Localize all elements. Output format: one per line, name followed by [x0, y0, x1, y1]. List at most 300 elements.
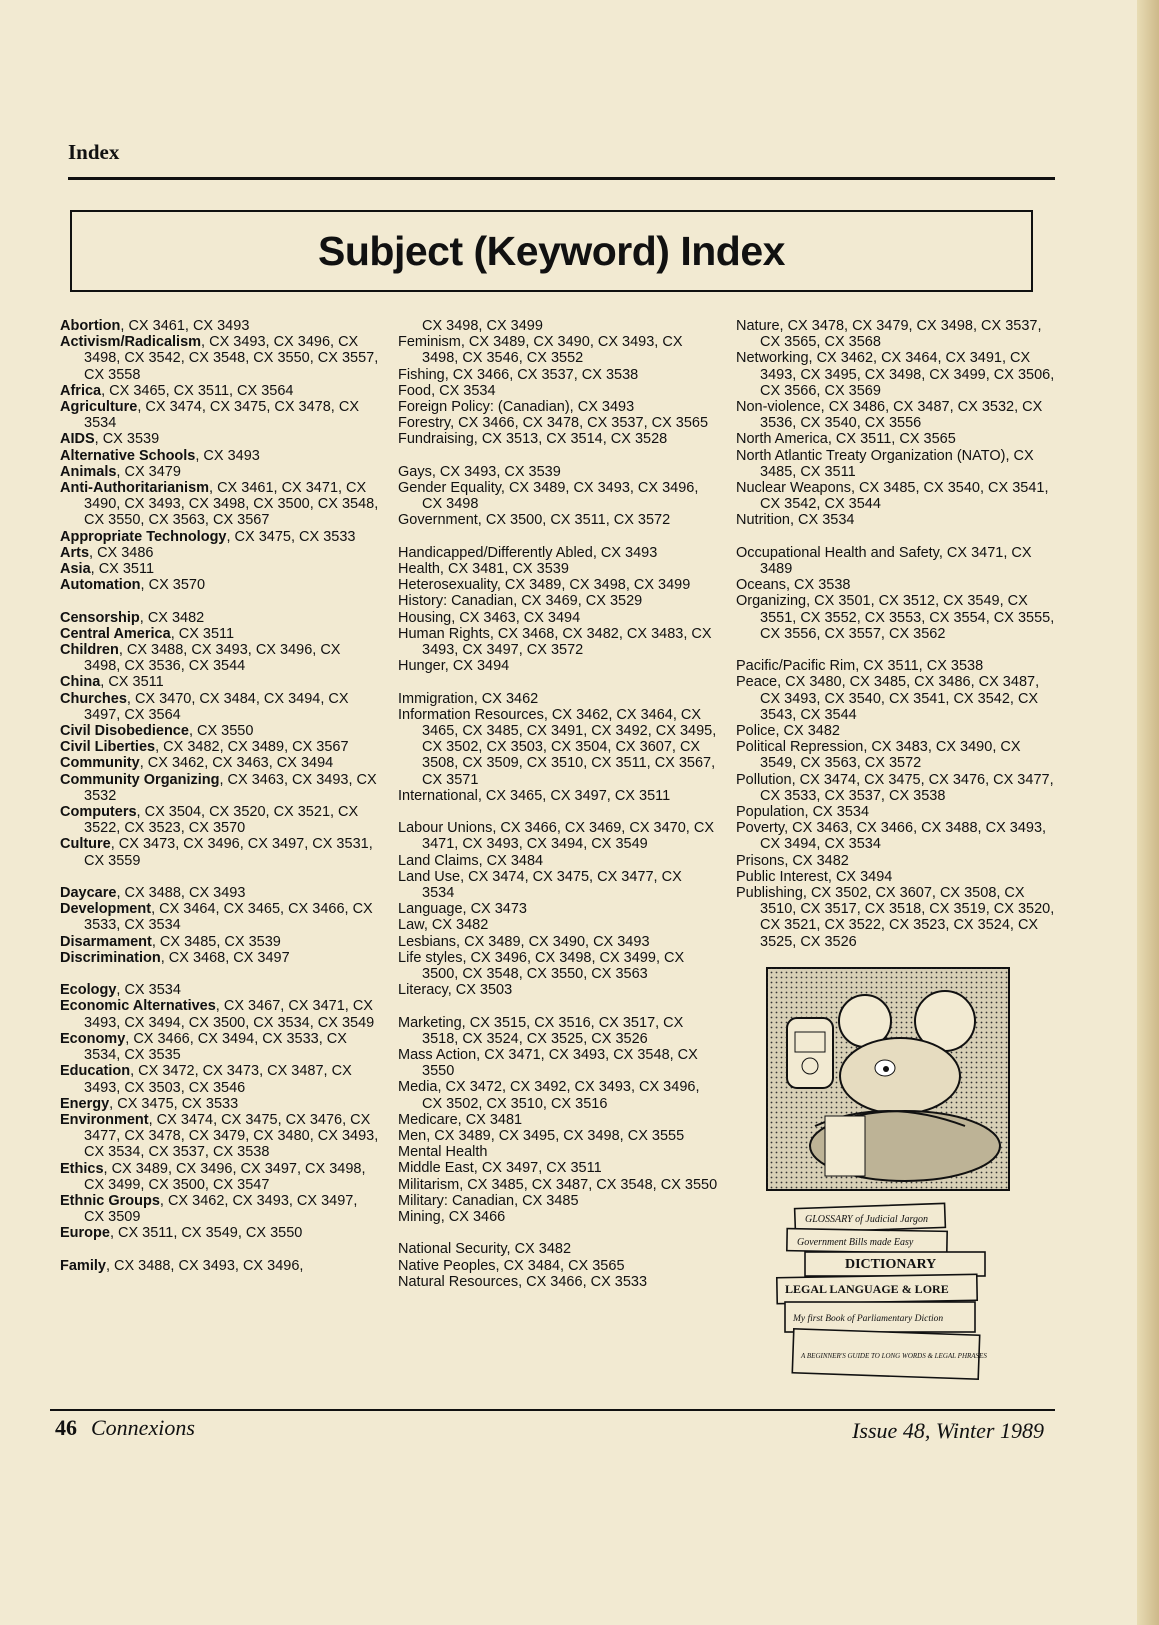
index-entry — [398, 658, 718, 674]
index-entry — [398, 707, 718, 788]
index-entry — [398, 1144, 718, 1160]
index-entry — [736, 350, 1056, 399]
index-refs: , CX 3511 — [100, 674, 164, 691]
index-refs: , CX 3481, CX 3539 — [439, 561, 569, 578]
book-title-3: DICTIONARY — [845, 1257, 937, 1272]
header-rule — [68, 177, 1055, 180]
index-refs: , CX 3466, CX 3494, CX 3533, CX 3534, CX 3535 — [84, 1030, 347, 1064]
index-entry — [60, 318, 380, 334]
index-term: Native Peoples — [398, 1257, 496, 1274]
index-refs: , CX 3493 — [569, 399, 635, 416]
index-entry — [60, 934, 380, 950]
index-refs: , CX 3500, CX 3511, CX 3572 — [477, 512, 671, 529]
index-term: Labour Unions — [398, 820, 493, 837]
index-entry — [60, 1193, 380, 1225]
index-term: Ecology — [60, 982, 117, 999]
index-term: Development — [60, 901, 152, 918]
index-term: Police — [736, 723, 776, 740]
index-entry — [736, 674, 1056, 723]
index-entry — [60, 545, 380, 561]
index-column-2 — [398, 318, 718, 1290]
index-refs: , CX 3489, CX 3495, CX 3498, CX 3555 — [426, 1128, 685, 1145]
index-entry — [398, 593, 718, 609]
index-entry — [398, 934, 718, 950]
index-term: Gays — [398, 463, 432, 480]
index-entry — [60, 1161, 380, 1193]
index-term: North America — [736, 431, 828, 448]
entry-gap — [398, 674, 718, 690]
index-refs: , CX 3539 — [94, 431, 160, 448]
index-refs: , CX 3482 — [775, 723, 840, 740]
index-term: North Atlantic Treaty Organization (NATO) — [736, 447, 1006, 464]
index-term: Community — [60, 755, 140, 772]
page-title: Subject (Keyword) Index — [318, 227, 785, 274]
index-refs: , CX 3485, CX 3487, CX 3548, CX 3550 — [459, 1176, 718, 1193]
index-refs: , CX 3485 — [514, 1192, 579, 1209]
index-entry — [398, 464, 718, 480]
index-refs: , CX 3461, CX 3471, CX 3490, CX 3493, CX 3498, CX 3500, CX 3548, CX 3550, CX 3563, CX 3567 — [84, 480, 379, 529]
title-box — [70, 210, 1033, 292]
index-refs: , CX 3497, CX 3511 — [473, 1160, 602, 1177]
index-entry — [60, 1112, 380, 1161]
entry-gap — [398, 804, 718, 820]
index-term: Alternative Schools — [60, 447, 196, 464]
index-refs: , CX 3462, CX 3493, CX 3497, CX 3509 — [84, 1192, 358, 1226]
index-refs: , CX 3538 — [785, 577, 851, 594]
index-entry — [60, 804, 380, 836]
index-refs: , CX 3488, CX 3493, CX 3496, CX 3498, CX 3536, CX 3544 — [84, 642, 341, 675]
index-entry — [398, 1160, 718, 1176]
index-term: Handicapped/Differently Abled — [398, 544, 593, 561]
index-term: Heterosexuality — [398, 577, 497, 594]
index-refs: , CX 3511, CX 3565 — [827, 431, 956, 448]
index-term: Animals — [60, 463, 117, 480]
entry-gap — [736, 529, 1056, 545]
index-entry — [398, 853, 718, 869]
index-entry — [398, 1258, 718, 1274]
index-refs: , CX 3462 — [473, 690, 539, 707]
index-term: Community Organizing — [60, 771, 220, 788]
index-term: Media — [398, 1079, 438, 1096]
index-entry — [398, 1241, 718, 1257]
index-entry — [60, 1096, 380, 1112]
index-entry — [398, 610, 718, 626]
index-refs: , CX 3466, CX 3537, CX 3538 — [444, 366, 639, 383]
index-refs: , CX 3511 — [90, 561, 155, 578]
index-refs: , CX 3494 — [827, 868, 893, 885]
index-refs: , CX 3493 — [592, 544, 658, 561]
index-term: Poverty — [736, 820, 785, 837]
index-refs: CX 3498, CX 3499 — [422, 318, 543, 334]
index-entry — [60, 334, 380, 383]
index-entry — [60, 529, 380, 545]
index-term: Literacy — [398, 982, 448, 999]
index-refs: , CX 3473, CX 3496, CX 3497, CX 3531, CX 3559 — [84, 836, 373, 869]
index-entry — [736, 772, 1056, 804]
index-term: Food — [398, 382, 432, 399]
index-term: Mining — [398, 1209, 441, 1226]
index-entry — [60, 755, 380, 771]
index-term: Computers — [60, 804, 137, 821]
index-term: Political Repression — [736, 739, 864, 756]
index-entry — [398, 869, 718, 901]
index-term: Publishing — [736, 885, 803, 902]
index-term: Natural Resources — [398, 1273, 519, 1290]
index-refs: , CX 3468, CX 3497 — [160, 949, 290, 966]
index-entry — [398, 545, 718, 561]
issue-info: Issue 48, Winter 1989 — [852, 1418, 1044, 1443]
entry-gap — [60, 869, 380, 885]
index-refs: , CX 3486, CX 3487, CX 3532, CX 3536, CX 3540, CX 3556 — [760, 399, 1043, 432]
index-term: Discrimination — [60, 949, 161, 966]
index-term: Middle East — [398, 1160, 474, 1177]
index-entry — [736, 804, 1056, 820]
index-refs: , CX 3485, CX 3540, CX 3541, CX 3542, CX 3544 — [760, 480, 1049, 513]
index-entry — [60, 674, 380, 690]
index-entry — [60, 739, 380, 755]
index-refs: , CX 3485, CX 3511 — [760, 447, 1034, 480]
index-entry — [60, 642, 380, 674]
index-term: Gender Equality — [398, 480, 501, 497]
index-refs: , CX 3461, CX 3493 — [120, 318, 250, 334]
index-term: China — [60, 674, 101, 691]
index-term: Europe — [60, 1225, 110, 1242]
index-term: Men — [398, 1128, 427, 1145]
index-term: Immigration — [398, 690, 474, 707]
index-refs: , CX 3462, CX 3464, CX 3491, CX 3493, CX 3495, CX 3498, CX 3499, CX 3506, CX 3566, CX 3569 — [760, 350, 1055, 399]
index-entry — [736, 512, 1056, 528]
index-entry — [60, 998, 380, 1030]
index-refs: , CX 3486 — [89, 544, 154, 561]
index-entry — [60, 480, 380, 529]
index-refs: , CX 3534 — [116, 982, 181, 999]
index-refs: , CX 3465, CX 3511, CX 3564 — [101, 382, 294, 399]
index-term: Militarism — [398, 1176, 460, 1193]
entry-gap — [398, 529, 718, 545]
index-entry — [60, 561, 380, 577]
index-entry — [398, 431, 718, 447]
index-refs: , CX 3496, CX 3498, CX 3499, CX 3500, CX 3548, CX 3550, CX 3563 — [422, 949, 685, 983]
index-entry — [398, 1112, 718, 1128]
index-entry — [60, 1225, 380, 1241]
index-column-1 — [60, 318, 380, 1274]
index-refs: , CX 3493 — [195, 447, 260, 464]
index-term: Churches — [60, 690, 127, 707]
index-entry — [60, 448, 380, 464]
index-term: Civil Liberties — [60, 739, 156, 756]
index-entry — [398, 982, 718, 998]
index-term: Occupational Health and Safety — [736, 544, 939, 561]
index-term: Non-violence — [736, 399, 821, 416]
index-term: Housing — [398, 609, 452, 626]
index-term: AIDS — [60, 431, 95, 448]
index-entry — [398, 415, 718, 431]
index-term: Activism/Radicalism — [60, 334, 202, 351]
index-term: Networking — [736, 350, 809, 367]
entry-gap — [736, 642, 1056, 658]
index-refs: , CX 3471, CX 3493, CX 3548, CX 3550 — [422, 1047, 698, 1080]
index-refs: , CX 3473 — [462, 901, 528, 918]
index-entry — [736, 723, 1056, 739]
entry-gap — [398, 1225, 718, 1241]
index-term: Nature — [736, 318, 780, 334]
index-term: Disarmament — [60, 933, 152, 950]
index-refs: , CX 3489, CX 3493, CX 3496, CX 3498 — [422, 480, 699, 513]
index-term: Population — [736, 804, 805, 821]
index-term: Daycare — [60, 885, 117, 902]
index-entry — [398, 1079, 718, 1111]
index-entry — [60, 836, 380, 868]
index-refs: , CX 3550 — [188, 723, 254, 740]
index-entry — [736, 658, 1056, 674]
index-term: Mental Health — [398, 1144, 488, 1161]
book-title-2: Government Bills made Easy — [797, 1237, 914, 1248]
index-term: Forestry — [398, 415, 451, 432]
index-term: Foreign Policy: (Canadian) — [398, 399, 570, 416]
index-term: Government — [398, 512, 478, 529]
index-entry — [398, 1193, 718, 1209]
index-refs: , CX 3466 — [440, 1209, 506, 1226]
index-entry — [60, 1258, 380, 1274]
index-refs: , CX 3483, CX 3490, CX 3549, CX 3563, CX 3572 — [760, 739, 1021, 772]
index-refs: , CX 3488, CX 3493, CX 3496, — [105, 1257, 304, 1274]
index-refs: , CX 3489, CX 3490, CX 3493, CX 3498, CX 3546, CX 3552 — [422, 334, 683, 367]
index-term: Children — [60, 642, 119, 659]
index-entry — [398, 901, 718, 917]
index-term: Organizing — [736, 593, 807, 610]
index-entry — [398, 399, 718, 415]
index-refs: , CX 3481 — [457, 1111, 523, 1128]
index-refs: , CX 3474, CX 3475, CX 3476, CX 3477, CX 3533, CX 3537, CX 3538 — [760, 771, 1054, 804]
index-refs: , CX 3489, CX 3496, CX 3497, CX 3498, CX 3499, CX 3500, CX 3547 — [84, 1160, 366, 1193]
index-term: Oceans — [736, 577, 786, 594]
index-entry — [60, 431, 380, 447]
index-term: Appropriate Technology — [60, 528, 227, 545]
index-term: Civil Disobedience — [60, 723, 189, 740]
index-entry — [736, 480, 1056, 512]
index-refs: , CX 3493, CX 3496, CX 3498, CX 3542, CX 3548, CX 3550, CX 3557, CX 3558 — [84, 334, 379, 383]
index-refs: , CX 3463, CX 3466, CX 3488, CX 3493, CX 3494, CX 3534 — [760, 820, 1047, 853]
index-refs: , CX 3494 — [444, 658, 510, 675]
index-refs: , CX 3570 — [140, 577, 206, 594]
index-term: Abortion — [60, 318, 121, 334]
index-term: Automation — [60, 577, 141, 594]
index-refs: , CX 3464, CX 3465, CX 3466, CX 3533, CX 3534 — [84, 901, 373, 934]
index-refs: , CX 3480, CX 3485, CX 3486, CX 3487, CX 3493, CX 3540, CX 3541, CX 3542, CX 3543, CX 3544 — [760, 674, 1040, 723]
index-term: History: Canadian — [398, 593, 514, 610]
index-refs: , CX 3471, CX 3489 — [760, 544, 1032, 578]
section-label: Index — [68, 140, 120, 164]
index-entry — [60, 691, 380, 723]
index-entry — [60, 950, 380, 966]
cartoon-drawing — [765, 966, 1011, 1384]
index-entry — [398, 820, 718, 852]
index-refs: , CX 3472, CX 3492, CX 3493, CX 3496, CX 3502, CX 3510, CX 3516 — [422, 1079, 700, 1112]
index-term: Feminism — [398, 334, 461, 351]
index-term: Land Use — [398, 868, 461, 885]
index-term: Public Interest — [736, 868, 828, 885]
index-refs: , CX 3474, CX 3475, CX 3477, CX 3534 — [422, 868, 682, 902]
index-entry — [398, 480, 718, 512]
index-term: Prisons — [736, 852, 785, 869]
index-term: Education — [60, 1063, 131, 1080]
index-refs: , CX 3534 — [804, 804, 870, 821]
index-entry — [60, 885, 380, 901]
index-term: Economic Alternatives — [60, 998, 216, 1015]
index-entry — [398, 367, 718, 383]
index-entry — [398, 950, 718, 982]
index-entry — [398, 626, 718, 658]
index-entry — [736, 399, 1056, 431]
entry-gap — [398, 998, 718, 1014]
index-entry — [398, 1015, 718, 1047]
index-term: Human Rights — [398, 625, 490, 642]
index-column-3 — [736, 318, 1056, 950]
cartoon-illustration — [765, 966, 1011, 1384]
index-refs: , CX 3502, CX 3607, CX 3508, CX 3510, CX 3517, CX 3518, CX 3519, CX 3520, CX 3521, CX 3522, CX 3523, CX 3524, CX 3525, CX 3526 — [760, 885, 1055, 950]
index-term: Africa — [60, 382, 102, 399]
index-term: Agriculture — [60, 399, 138, 416]
index-entry — [60, 399, 380, 431]
index-term: Health — [398, 561, 440, 578]
index-entry — [398, 788, 718, 804]
index-entry — [736, 853, 1056, 869]
index-refs: , CX 3475, CX 3533 — [109, 1095, 239, 1112]
index-entry — [736, 318, 1056, 350]
index-refs: , CX 3534 — [790, 512, 855, 529]
index-term: Peace — [736, 674, 778, 691]
publication-name: Connexions — [91, 1415, 195, 1440]
index-refs: , CX 3465, CX 3497, CX 3511 — [477, 787, 671, 804]
index-term: Marketing — [398, 1014, 462, 1031]
index-term: Fundraising — [398, 431, 474, 448]
index-entry — [60, 982, 380, 998]
index-refs: , CX 3482 — [506, 1241, 572, 1258]
index-entry — [60, 1031, 380, 1063]
index-term: Hunger — [398, 658, 445, 675]
index-entry — [60, 772, 380, 804]
index-term: Life styles — [398, 949, 463, 966]
index-entry — [736, 448, 1056, 480]
index-term: Language — [398, 901, 463, 918]
index-refs: , CX 3474, CX 3475, CX 3476, CX 3477, CX 3478, CX 3479, CX 3480, CX 3493, CX 3534, CX 3537, CX 3538 — [84, 1111, 379, 1161]
index-entry — [398, 577, 718, 593]
index-refs: , CX 3511 — [170, 625, 235, 642]
index-refs: , CX 3484, CX 3565 — [495, 1257, 625, 1274]
index-entry — [398, 917, 718, 933]
index-entry — [60, 610, 380, 626]
index-refs: , CX 3467, CX 3471, CX 3493, CX 3494, CX 3500, CX 3534, CX 3549 — [84, 998, 375, 1031]
index-entry — [736, 739, 1056, 771]
index-refs: , CX 3462, CX 3464, CX 3465, CX 3485, CX 3491, CX 3492, CX 3495, CX 3502, CX 3503, CX 3504, CX 3607, CX 3508, CX 3509, CX 3510, CX 3511, CX 3567, CX 3571 — [422, 706, 717, 788]
index-refs: , CX 3462, CX 3463, CX 3494 — [139, 755, 334, 772]
footer-rule — [50, 1409, 1055, 1411]
index-entry — [736, 545, 1056, 577]
index-refs: , CX 3489, CX 3490, CX 3493 — [456, 933, 650, 950]
index-term: Nuclear Weapons — [736, 480, 851, 497]
index-refs: , CX 3482, CX 3489, CX 3567 — [155, 739, 349, 756]
index-term: Family — [60, 1257, 106, 1274]
index-refs: , CX 3466, CX 3533 — [518, 1273, 648, 1290]
index-term: Arts — [60, 544, 90, 561]
index-refs: , CX 3470, CX 3484, CX 3494, CX 3497, CX 3564 — [84, 690, 349, 723]
index-term: Culture — [60, 836, 111, 853]
index-term: Censorship — [60, 609, 140, 626]
index-term: Anti-Authoritarianism — [60, 480, 210, 497]
index-refs: , CX 3485, CX 3539 — [151, 933, 281, 950]
index-term: Central America — [60, 625, 171, 642]
book-title-5: My first Book of Parliamentary Diction — [793, 1314, 944, 1324]
index-entry — [60, 383, 380, 399]
book-title-4: LEGAL LANGUAGE & LORE — [785, 1282, 949, 1296]
page-edge — [1137, 0, 1159, 1625]
index-entry — [736, 869, 1056, 885]
index-refs: , CX 3482 — [139, 609, 205, 626]
index-refs: , CX 3515, CX 3516, CX 3517, CX 3518, CX 3524, CX 3525, CX 3526 — [422, 1014, 684, 1047]
index-term: Environment — [60, 1111, 149, 1128]
index-entry — [398, 1128, 718, 1144]
index-term: Lesbians — [398, 933, 457, 950]
book-title-6: A BEGINNER'S GUIDE TO LONG WORDS & LEGAL PHRASES — [801, 1352, 987, 1360]
index-entry — [60, 1063, 380, 1095]
index-term: Economy — [60, 1030, 126, 1047]
index-refs: , CX 3469, CX 3529 — [513, 593, 643, 610]
index-refs: , CX 3472, CX 3473, CX 3487, CX 3493, CX 3503, CX 3546 — [84, 1063, 352, 1096]
index-entry — [736, 577, 1056, 593]
index-refs: , CX 3479 — [116, 463, 181, 480]
index-refs: , CX 3488, CX 3493 — [116, 885, 246, 902]
index-entry — [398, 1047, 718, 1079]
index-term: Asia — [60, 561, 91, 578]
index-refs: , CX 3466, CX 3469, CX 3470, CX 3471, CX 3493, CX 3494, CX 3549 — [422, 820, 714, 853]
index-refs: , CX 3474, CX 3475, CX 3478, CX 3534 — [84, 399, 359, 432]
index-term: Nutrition — [736, 512, 790, 529]
footer-left — [55, 1415, 195, 1441]
entry-gap — [60, 966, 380, 982]
index-entry — [736, 593, 1056, 642]
index-refs: , CX 3534 — [431, 382, 496, 399]
index-entry — [398, 1274, 718, 1290]
index-term: Ethics — [60, 1160, 104, 1177]
index-term: Energy — [60, 1095, 110, 1112]
index-refs: , CX 3478, CX 3479, CX 3498, CX 3537, CX 3565, CX 3568 — [760, 318, 1042, 351]
index-refs: , CX 3468, CX 3482, CX 3483, CX 3493, CX 3497, CX 3572 — [422, 625, 712, 659]
index-entry — [398, 561, 718, 577]
index-entry — [736, 885, 1056, 950]
index-entry — [398, 1209, 718, 1225]
index-refs: , CX 3482 — [784, 852, 849, 869]
index-refs: , CX 3484 — [478, 852, 544, 869]
index-refs: , CX 3511, CX 3538 — [855, 658, 984, 675]
index-entry — [398, 512, 718, 528]
index-refs: , CX 3475, CX 3533 — [226, 528, 356, 545]
index-entry — [398, 334, 718, 366]
index-term: Ethnic Groups — [60, 1192, 160, 1209]
index-refs: , CX 3511, CX 3549, CX 3550 — [109, 1225, 303, 1242]
index-entry — [398, 318, 718, 334]
index-term: Medicare — [398, 1111, 458, 1128]
index-term: International — [398, 787, 478, 804]
index-refs: , CX 3463, CX 3493, CX 3532 — [84, 771, 377, 804]
index-refs: , CX 3493, CX 3539 — [431, 463, 561, 480]
entry-gap — [60, 593, 380, 609]
index-refs: , CX 3466, CX 3478, CX 3537, CX 3565 — [450, 415, 709, 432]
index-entry — [398, 691, 718, 707]
book-title-1: GLOSSARY of Judicial Jargon — [805, 1214, 929, 1225]
index-term: Law — [398, 917, 424, 934]
index-refs: , CX 3513, CX 3514, CX 3528 — [473, 431, 668, 448]
entry-gap — [60, 1242, 380, 1258]
